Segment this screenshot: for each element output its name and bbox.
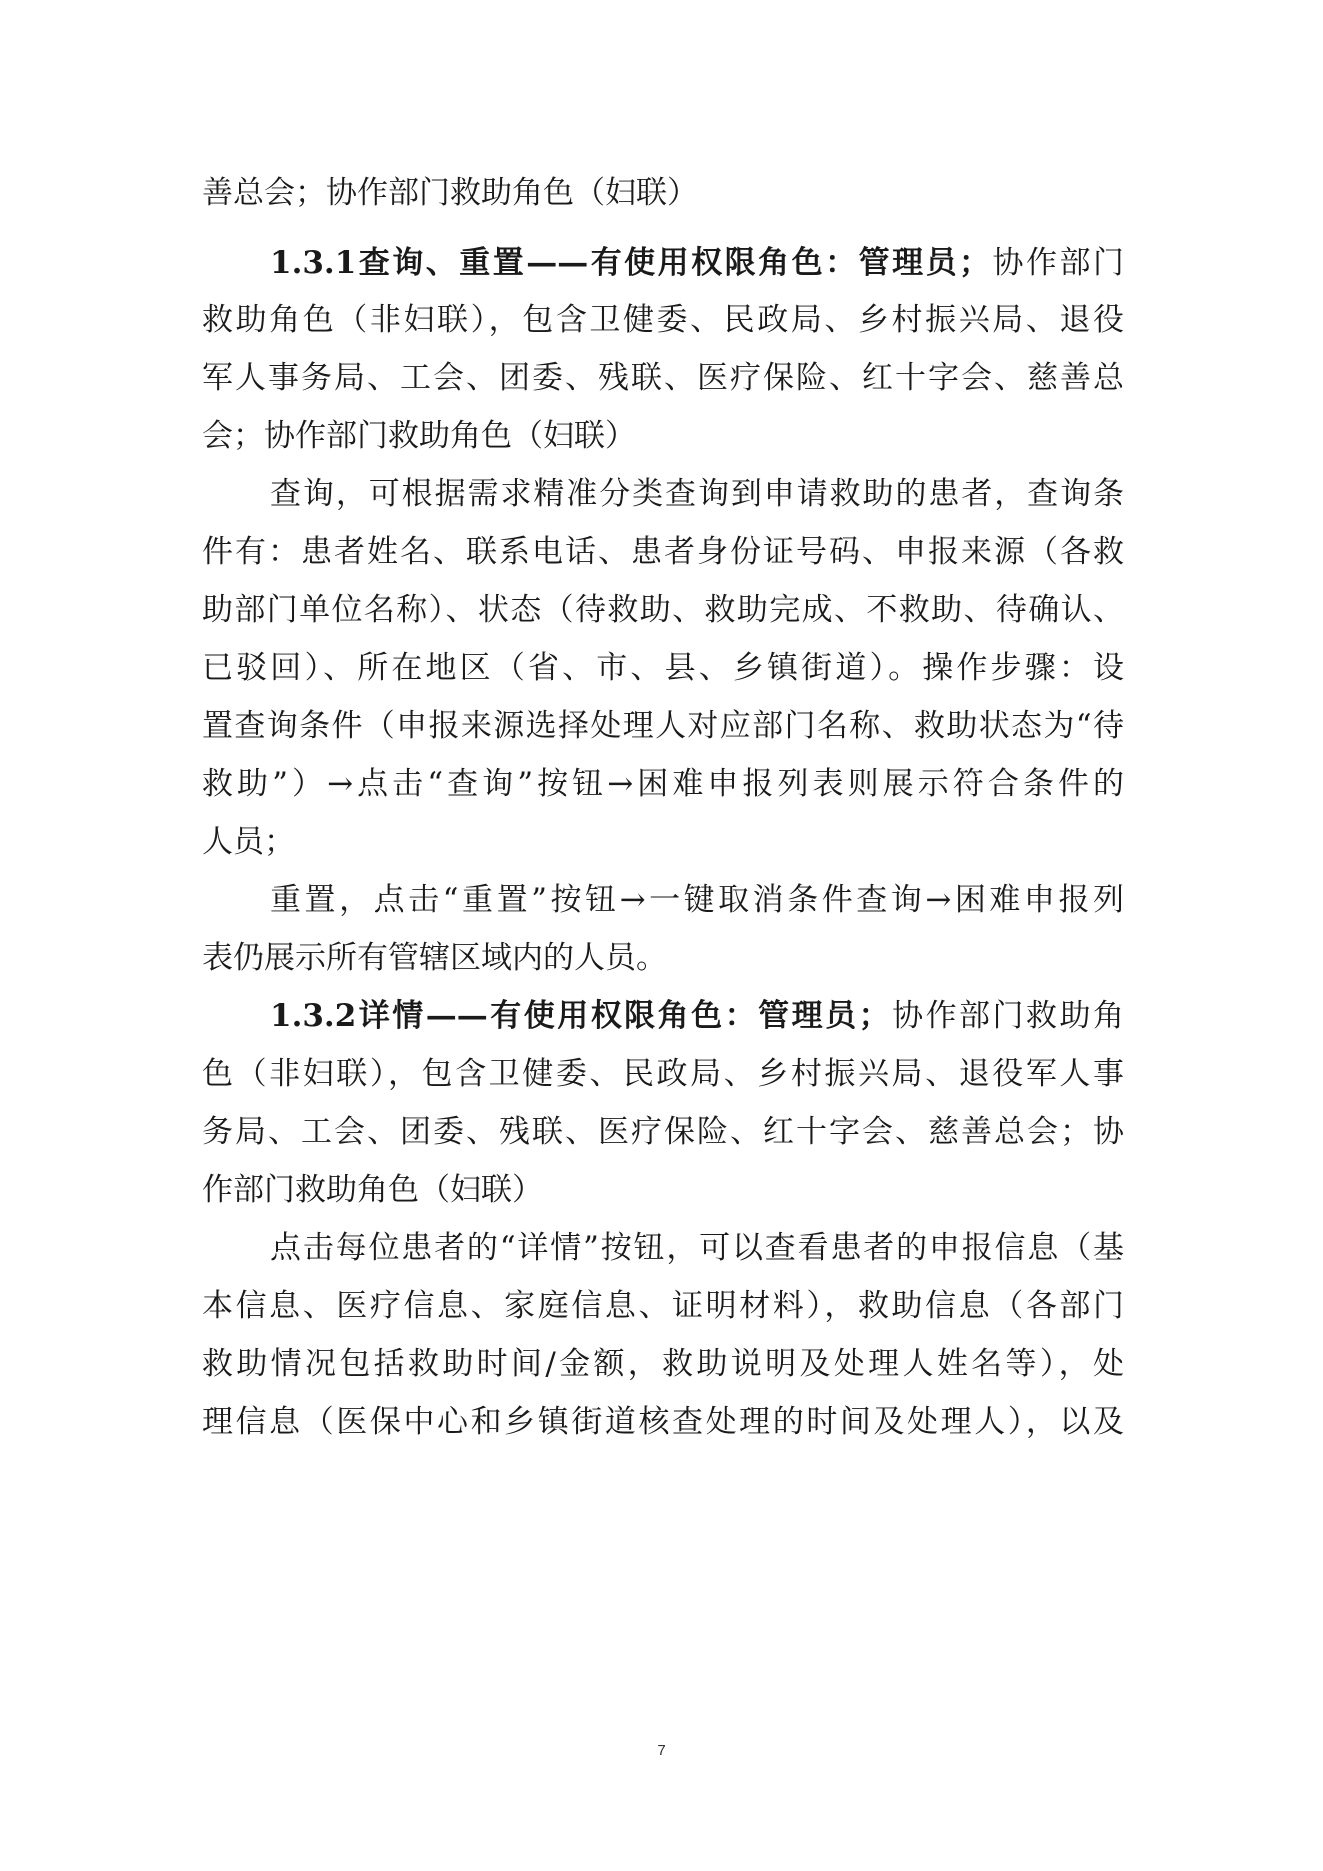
text-line: 表仍展示所有管辖区域内的人员。 [202,940,667,976]
text-line: 务局、工会、团委、残联、医疗保险、红十字会、慈善总会；协 [202,1114,1124,1150]
section-heading-1-3-2 [270,994,1124,1038]
text-line: 救助角色（非妇联），包含卫健委、民政局、乡村振兴局、退役 [202,302,1124,338]
text-line: 已驳回）、所在地区（省、市、县、乡镇街道）。操作步骤：设 [202,650,1124,686]
text-line: 色（非妇联），包含卫健委、民政局、乡村振兴局、退役军人事 [202,1056,1124,1092]
text-line: 军人事务局、工会、团委、残联、医疗保险、红十字会、慈善总 [202,360,1124,396]
text-line: 助部门单位名称）、状态（待救助、救助完成、不救助、待确认、 [202,592,1124,628]
text-line: 理信息（医保中心和乡镇街道核查处理的时间及处理人），以及 [202,1404,1124,1440]
text-line: 本信息、医疗信息、家庭信息、证明材料），救助信息（各部门 [202,1288,1124,1324]
heading-bold-text: 1.3.2详情——有使用权限角色：管理员； [270,998,890,1034]
text-line: 置查询条件（申报来源选择处理人对应部门名称、救助状态为“待 [202,708,1124,744]
text-line: 点击每位患者的“详情”按钮，可以查看患者的申报信息（基 [270,1230,1124,1266]
heading-bold-text: 1.3.1查询、重置——有使用权限角色：管理员； [270,245,991,281]
text-line: 作部门救助角色（妇联） [202,1172,543,1208]
text-line: 件有：患者姓名、联系电话、患者身份证号码、申报来源（各救 [202,534,1124,570]
text-line: 人员； [202,824,295,860]
text-line: 救助”）→点击“查询”按钮→困难申报列表则展示符合条件的 [202,766,1124,802]
heading-normal-text: 协作部门救助角 [889,998,1124,1034]
text-line: 善总会；协作部门救助角色（妇联） [202,175,698,211]
heading-normal-text: 协作部门 [990,245,1125,281]
text-line: 救助情况包括救助时间/金额，救助说明及处理人姓名等），处 [202,1346,1124,1382]
text-line: 会；协作部门救助角色（妇联） [202,418,636,454]
text-line: 重置，点击“重置”按钮→一键取消条件查询→困难申报列 [270,882,1124,918]
text-line: 查询，可根据需求精准分类查询到申请救助的患者，查询条 [270,476,1124,512]
section-heading-1-3-1 [270,241,1124,285]
page-number: 7 [657,1742,666,1759]
